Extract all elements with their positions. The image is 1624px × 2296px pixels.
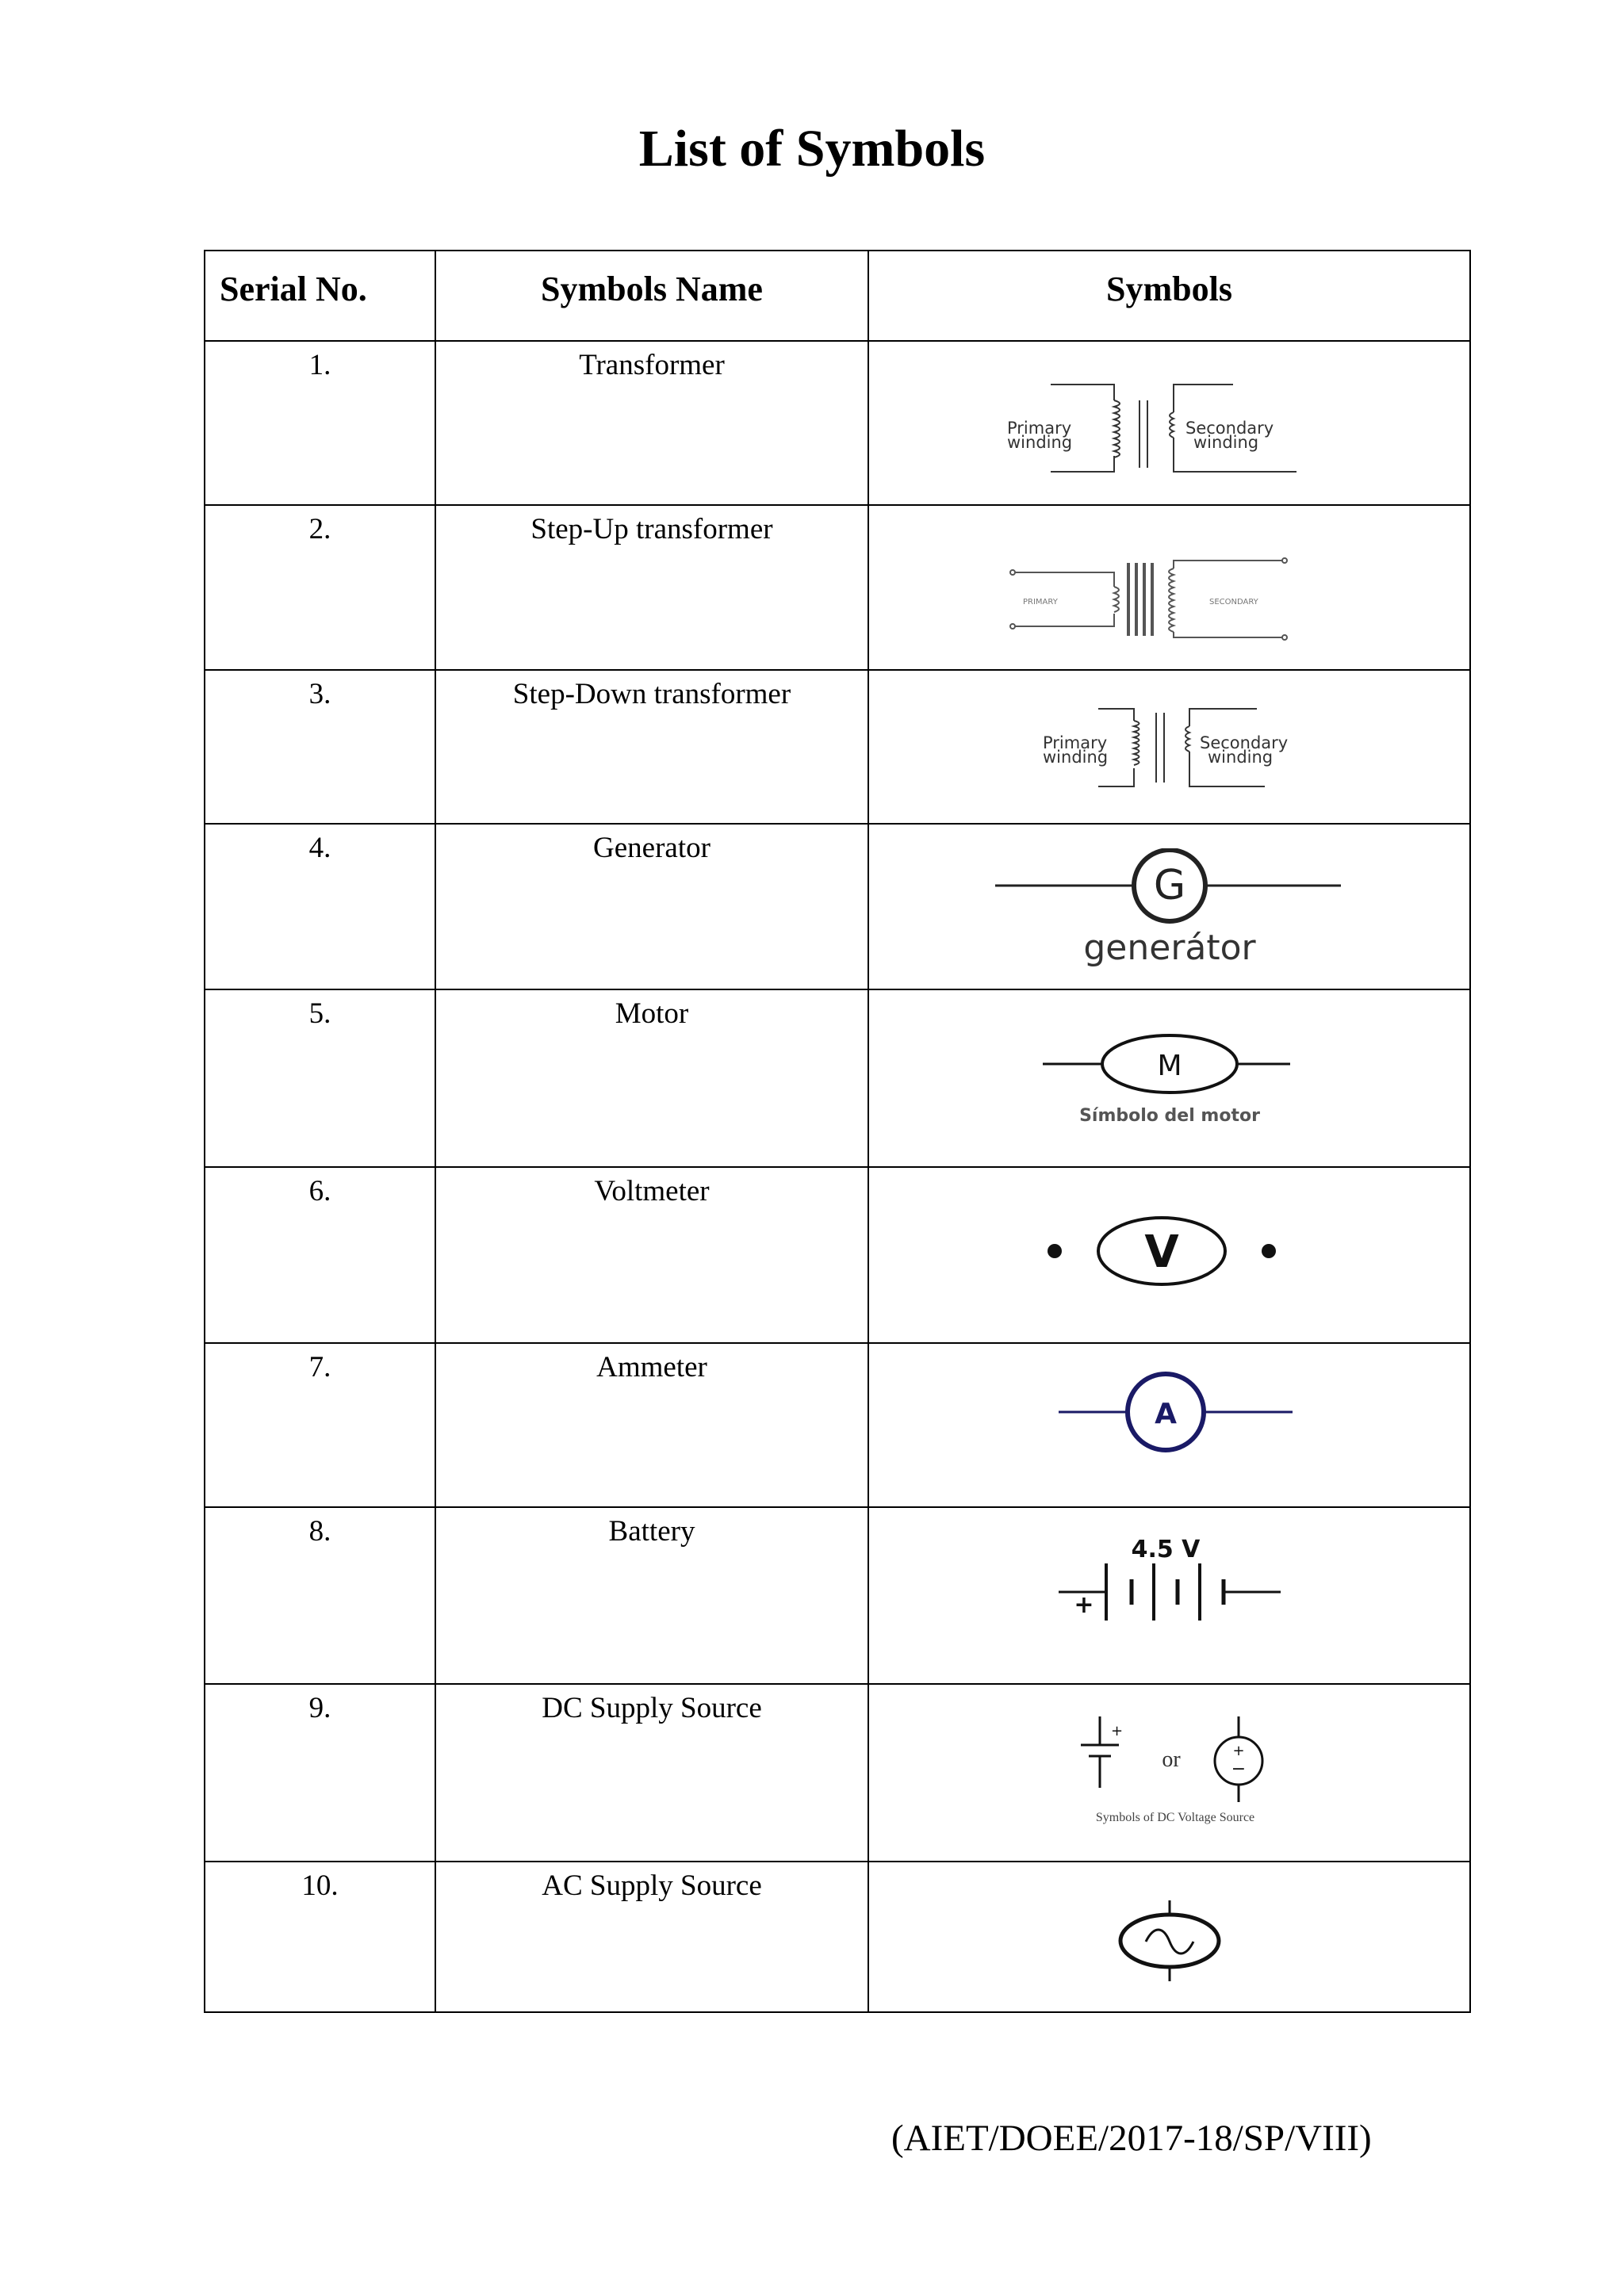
battery-icon: [995, 1524, 1344, 1643]
svg-text:Símbolo del motor: Símbolo del motor: [1078, 1106, 1260, 1126]
document-code: (AIET/DOEE/2017-18/SP/VIII): [891, 2118, 1372, 2159]
ammeter-icon: [995, 1368, 1344, 1479]
svg-text:Primary: Primary: [1006, 419, 1071, 438]
serial-number: 3.: [308, 678, 331, 710]
svg-text:G: G: [1153, 862, 1185, 909]
symbol-name: Transformer: [579, 349, 725, 381]
table-row: [205, 1167, 1470, 1343]
header-symbols-name: Symbols Name: [435, 251, 868, 341]
motor-icon: [995, 1034, 1344, 1145]
symbol-name: AC Supply Source: [542, 1869, 762, 1902]
svg-text:+: +: [1110, 1723, 1123, 1739]
svg-text:or: or: [1161, 1747, 1181, 1772]
symbol-name: Ammeter: [596, 1351, 707, 1383]
symbol-name: Step-Up transformer: [530, 513, 773, 545]
table-row: [205, 1507, 1470, 1684]
svg-text:Secondary: Secondary: [1199, 733, 1288, 752]
symbol-name: Generator: [593, 832, 710, 864]
svg-text:winding: winding: [1006, 433, 1072, 452]
svg-text:−: −: [1231, 1759, 1246, 1779]
symbol-name: Motor: [615, 997, 689, 1030]
transformer-icon: [995, 353, 1344, 488]
svg-text:Secondary: Secondary: [1185, 419, 1274, 438]
serial-number: 6.: [308, 1175, 331, 1207]
serial-number: 9.: [308, 1692, 331, 1724]
symbol-name: Voltmeter: [594, 1175, 710, 1207]
svg-text:winding: winding: [1193, 433, 1258, 452]
table-row: [205, 1862, 1470, 2012]
dc-source-icon: [995, 1709, 1344, 1843]
serial-number: 10.: [301, 1869, 339, 1902]
table-row: [205, 824, 1470, 989]
table-row: [205, 341, 1470, 505]
svg-text:generátor: generátor: [1082, 928, 1256, 968]
serial-number: 7.: [308, 1351, 331, 1383]
serial-number: 4.: [308, 832, 331, 864]
svg-text:+: +: [1231, 1743, 1245, 1759]
svg-text:winding: winding: [1207, 748, 1273, 767]
step-up-transformer-icon: [995, 517, 1344, 660]
symbol-name: DC Supply Source: [542, 1692, 762, 1724]
table-row: [205, 505, 1470, 670]
voltmeter-icon: [995, 1203, 1344, 1314]
table-header-row: [205, 251, 1470, 341]
svg-text:Symbols of DC Voltage Source: Symbols of DC Voltage Source: [1095, 1811, 1254, 1824]
serial-number: 1.: [308, 349, 331, 381]
page-title: List of Symbols: [638, 120, 986, 178]
svg-text:4.5 V: 4.5 V: [1131, 1536, 1200, 1563]
table-row: [205, 1684, 1470, 1862]
serial-number: 2.: [308, 513, 331, 545]
svg-text:+: +: [1073, 1591, 1094, 1619]
svg-text:winding: winding: [1042, 748, 1108, 767]
svg-text:SECONDARY: SECONDARY: [1208, 598, 1258, 607]
symbol-name: Battery: [608, 1515, 695, 1548]
serial-number: 5.: [308, 997, 331, 1030]
table-row: [205, 1343, 1470, 1507]
svg-text:M: M: [1156, 1050, 1182, 1082]
svg-text:PRIMARY: PRIMARY: [1022, 598, 1058, 607]
header-serial-no: Serial No.: [205, 251, 435, 341]
ac-source-icon: [995, 1869, 1344, 2003]
table-row: [205, 670, 1470, 824]
header-symbols: Symbols: [868, 251, 1470, 341]
svg-text:V: V: [1143, 1226, 1179, 1278]
step-down-transformer-icon: [995, 677, 1344, 804]
table-row: [205, 989, 1470, 1167]
svg-text:Primary: Primary: [1042, 733, 1107, 752]
serial-number: 8.: [308, 1515, 331, 1548]
generator-icon: [987, 848, 1352, 975]
symbol-name: Step-Down transformer: [512, 678, 791, 710]
svg-text:A: A: [1154, 1398, 1177, 1430]
symbols-table: [204, 250, 1471, 2013]
